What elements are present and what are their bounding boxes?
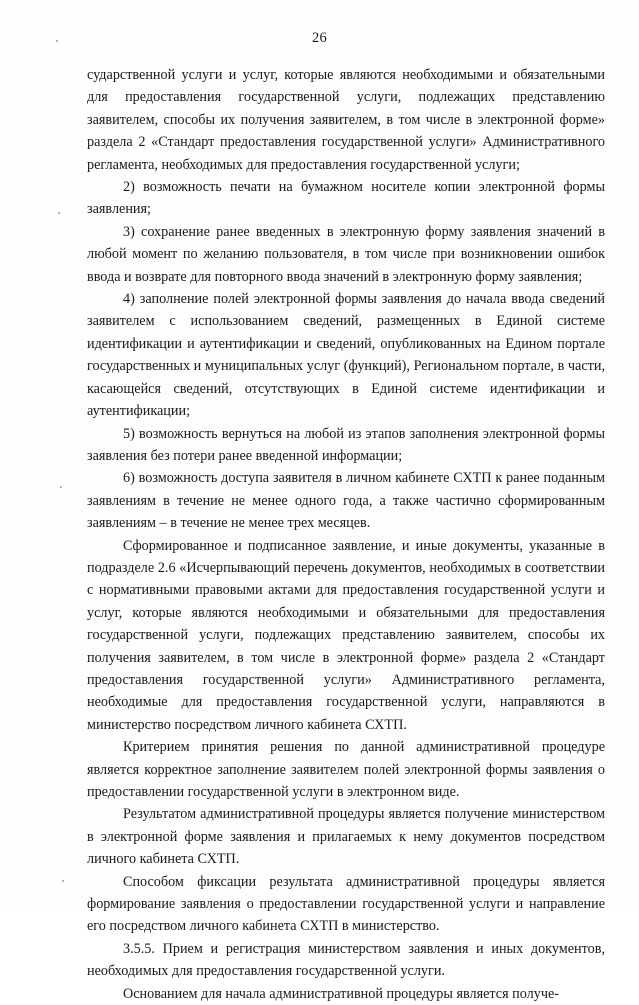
paragraph-decision-criterion: Критерием принятия решения по данной административной процедуре является корректное заполнение заявителем полей электронной формы заявления о предоставлении государственной услуги в электронном виде. bbox=[87, 739, 605, 800]
paragraph-result-recording: Способом фиксации результата административной процедуры является формирование заявления о предоставлении государственной услуги и направление его посредством личного кабинета СХТП в министерство. bbox=[87, 873, 605, 935]
list-item-4: 4) заполнение полей электронной формы заявления до начала ввода сведений заявителем с использованием сведений, размещенных в Единой системе идентификации и аутентификации и сведений, опубликованных на Едином портале государственных и муниципальных услуг (функций), Региональном портале, в части, касающейся сведений, отсутствующих в Единой системе идентификации и аутентификации; bbox=[87, 291, 605, 420]
list-item-2: 2) возможность печати на бумажном носителе копии электронной формы заявления; bbox=[87, 179, 605, 218]
page-number: 26 bbox=[311, 30, 328, 46]
scan-speck bbox=[60, 486, 62, 488]
paragraph-procedure-result: Результатом административной процедуры является получение министерством в электронной форме заявления и прилагаемых к нему документов посредством личного кабинета СХТП. bbox=[87, 806, 605, 868]
scan-speck bbox=[56, 40, 58, 42]
paragraph-continuation: сударственной услуги и услуг, которые являются необходимыми и обязательными для предоставления государственной услуги, подлежащих представлению заявителем, способы их получения заявителем, в том числе в электронной форме» раздела 2 «Стандарт предоставления государственной услуги» Административного регламента, необходимых для предоставления государственной услуги; bbox=[87, 67, 605, 173]
list-item-6: 6) возможность доступа заявителя в личном кабинете СХТП к ранее поданным заявлениям в течение не менее одного года, а также частично сформированным заявлениям – в течение не менее трех месяцев. bbox=[87, 470, 605, 532]
paragraph-submitted-application: Сформированное и подписанное заявление, и иные документы, указанные в подразделе 2.6 «Исчерпывающий перечень документов, необходимых в соответствии с нормативными правовыми актами для предоставления государственной услуги и услуг, которые являются необходимыми и обязательными для предоставления государственной услуги, подлежащих представлению заявителем, способы их получения заявителем, в том числе в электронной форме» раздела 2 «Стандарт предоставления государственной услуги» Административного регламента, необходимые для предоставления государственной услуги, направляются в министерство посредством личного кабинета СХТП. bbox=[87, 537, 605, 733]
list-item-5: 5) возможность вернуться на любой из этапов заполнения электронной формы заявления без потери ранее введенной информации; bbox=[87, 425, 605, 464]
document-body bbox=[87, 64, 605, 1005]
list-item-3: 3) сохранение ранее введенных в электронную форму заявления значений в любой момент по желанию пользователя, в том числе при возникновении ошибок ввода и возврате для повторного ввода значений в электронную форму заявления; bbox=[87, 223, 605, 285]
paragraph-procedure-basis: Основанием для начала административной процедуры является получе- bbox=[123, 985, 559, 1002]
scan-speck bbox=[58, 212, 60, 214]
section-heading-3-5-5: 3.5.5. Прием и регистрация министерством заявления и иных документов, необходимых для предоставления государственной услуги. bbox=[87, 940, 605, 980]
scan-speck bbox=[62, 880, 64, 882]
